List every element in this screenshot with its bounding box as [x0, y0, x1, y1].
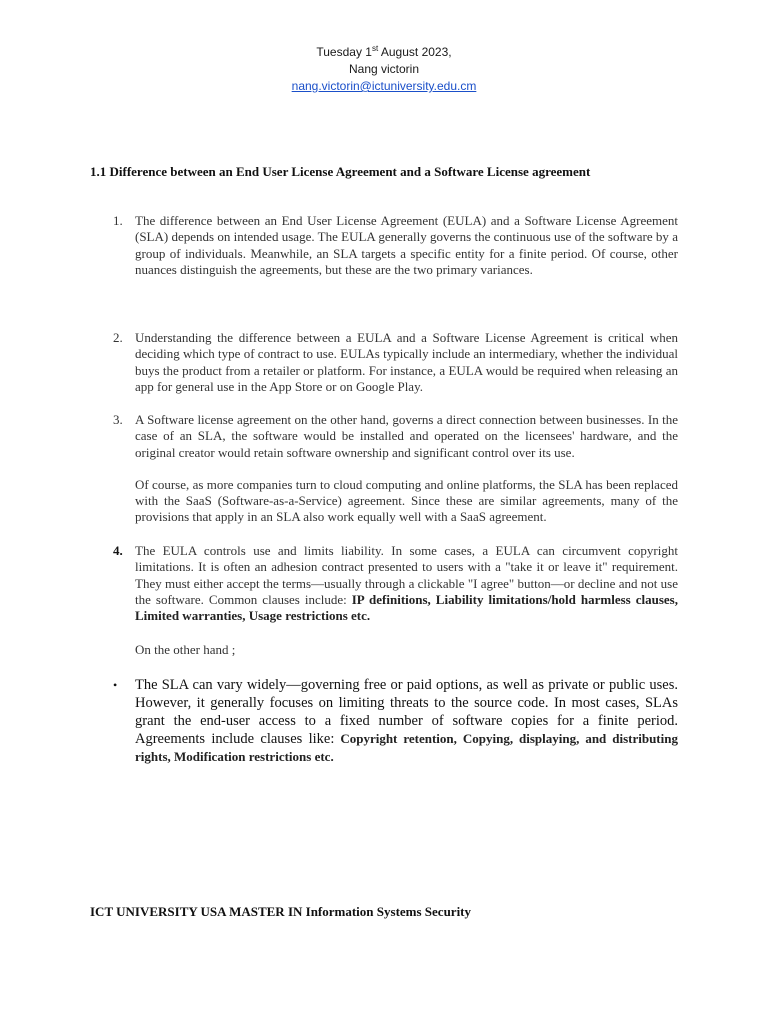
list-item-text: The difference between an End User License Agreement (EULA) and a Software License Agreement (SLA) depends on intended usage. The EULA generally governs the continuous use of the software by a group of individuals. Meanwhile, an SLA targets a specific entity for a finite period. Of course, other nuances distinguish the agreements, but these are the two primary variances. [135, 213, 678, 277]
author-name: Nang victorin [348, 62, 420, 76]
list-item-number: 3. [113, 412, 123, 427]
list-item-paragraph: Of course, as more companies turn to cloud computing and online platforms, the SLA has been replaced with the SaaS (Software-as-a-Service) agreement. Since these are similar agreements, many of the provisions that apply in an SLA also work equally well with a SaaS agreement. [135, 476, 678, 525]
list-item-bold-text: IP definitions, Liability limitations/hold harmless clauses, Limited warranties, Usage restrictions etc. [135, 591, 678, 624]
footer-text: ICT UNIVERSITY USA MASTER IN Information Systems Security [90, 904, 472, 919]
list-item [113, 412, 678, 526]
date-suffix: August 2023, [378, 45, 452, 59]
list-item [113, 213, 678, 278]
document-header [0, 44, 768, 95]
section-title: 1.1 Difference between an End User License Agreement and a Software License agreement [90, 164, 591, 179]
date-prefix: Tuesday 1 [316, 45, 372, 59]
author-email-link[interactable]: nang.victorin@ictuniversity.edu.cm [291, 79, 477, 93]
date-ordinal: st [371, 44, 379, 53]
list-item-text: Understanding the difference between a EULA and a Software License Agreement is critical when deciding which type of contract to use. EULAs typically include an intermediary, whether the individual buys the product from a retailer or platform. For instance, a EULA would be required when releasing an app for general use in the App Store or on Google Play. [135, 330, 678, 394]
bullet-item [113, 676, 678, 766]
list-item [113, 543, 678, 624]
list-item-number: 1. [113, 213, 123, 228]
list-item-text: A Software license agreement on the other hand, governs a direct connection between businesses. In the case of an SLA, the software would be installed and operated on the licensees' hardware, and the original creator would retain software ownership and significant control over its use. [135, 412, 678, 460]
list-item-number: 4. [113, 543, 123, 558]
bullet-dot-icon: • [113, 678, 118, 692]
date-line [0, 44, 768, 61]
list-item [113, 330, 678, 395]
list-item-text: The EULA controls use and limits liability. In some cases, a EULA can circumvent copyright limitations. It is often an adhesion contract presented to users with a "take it or leave it" requirement. They must either accept the terms—usually through a clickable "I agree" button—or decline and not use the software. Common clauses include: [135, 543, 678, 607]
transition-text: On the other hand ; [135, 642, 236, 657]
bullet-bold-text: Copyright retention, Copying, displaying, and distributing rights, Modification restrictions etc. [135, 731, 678, 764]
list-item-number: 2. [113, 330, 123, 345]
bullet-text: The SLA can vary widely—governing free or paid options, as well as private or public uses. However, it generally focuses on limiting threats to the source code. In most cases, SLAs grant the end-user access to a fixed number of software copies for a finite period. Agreements include clauses like: [135, 677, 678, 747]
